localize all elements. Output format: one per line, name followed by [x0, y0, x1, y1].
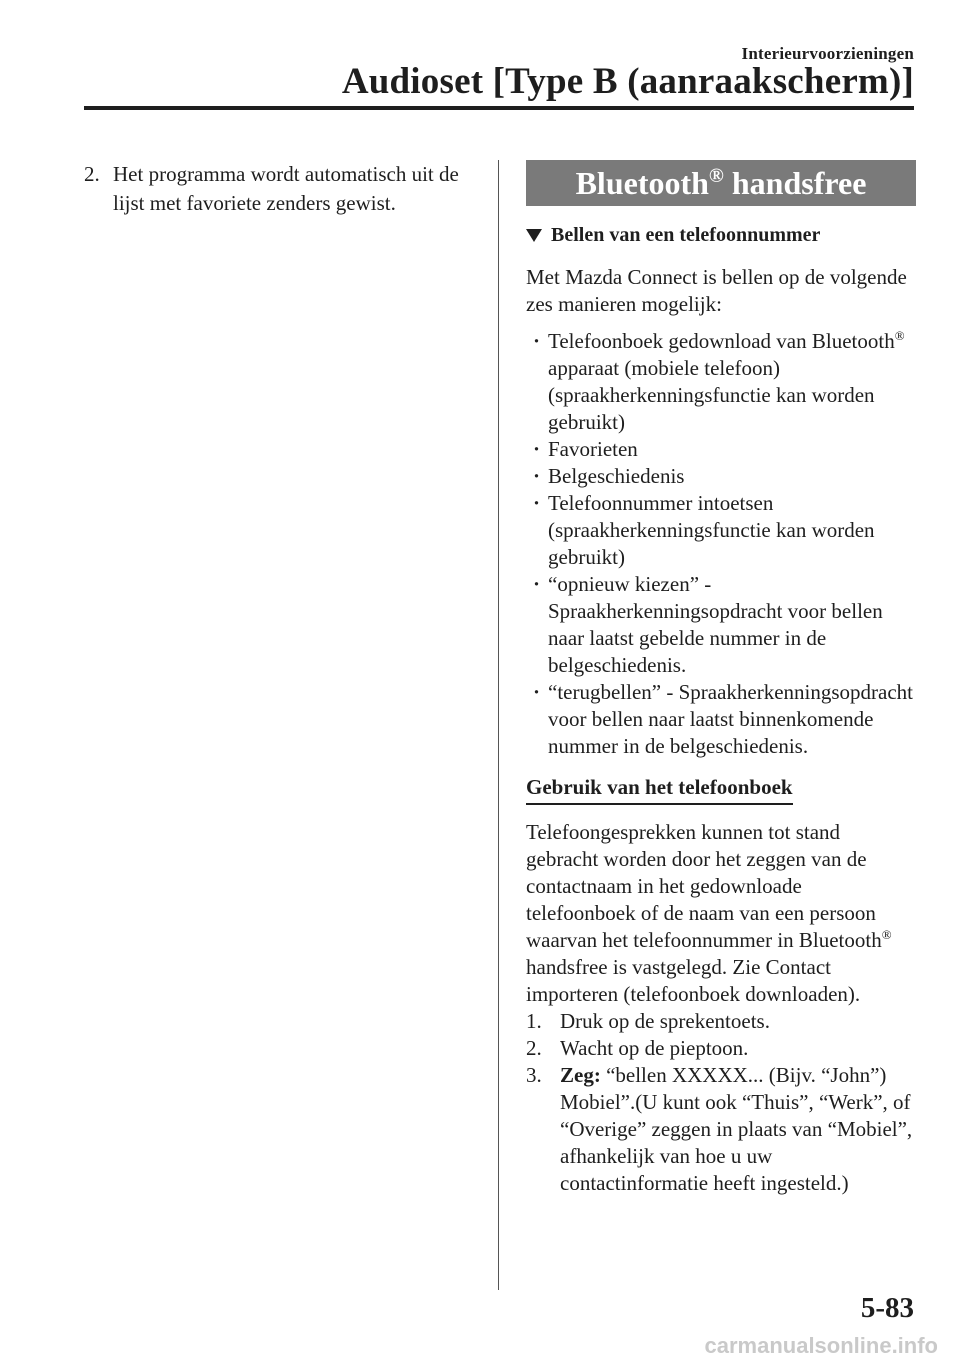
banner-registered-mark: ®: [708, 165, 724, 187]
list-item: [526, 679, 916, 760]
running-header-section: Interieurvoorzieningen: [741, 44, 914, 63]
bullet-dot-icon: ·: [533, 329, 541, 353]
sub-heading-text: Bellen van een telefoonnummer: [551, 224, 821, 246]
right-column: [526, 160, 916, 1197]
step-item: [526, 1035, 916, 1062]
intro-paragraph: Met Mazda Connect is bellen op de volgende zes manieren mogelijk:: [526, 265, 907, 316]
list-item-text: “opnieuw kiezen” - Spraakherkenningsopdracht voor bellen naar laatst gebelde nummer in de belgeschiedenis.: [548, 572, 883, 677]
list-item-text: Telefoonboek gedownload van Bluetooth: [548, 329, 895, 353]
list-item-text: Belgeschiedenis: [548, 464, 685, 488]
left-column: [84, 160, 484, 218]
step-item: [84, 160, 484, 218]
list-item-text: Favorieten: [548, 437, 638, 461]
banner-title: Bluetooth: [575, 165, 709, 201]
page-number: 5-83: [860, 1292, 914, 1324]
header-rule: [84, 106, 914, 110]
step-number: 2.: [84, 162, 100, 186]
step-item: [526, 1062, 916, 1197]
section-banner: [526, 160, 916, 206]
section-body: [526, 819, 916, 1008]
banner-title-rest: handsfree: [723, 165, 867, 201]
bullet-dot-icon: ·: [533, 572, 541, 596]
list-item: [526, 436, 916, 463]
step-number: 2.: [526, 1036, 542, 1060]
steps-list: [526, 1008, 916, 1197]
list-item: [526, 328, 916, 436]
list-item-text: Telefoonnummer intoetsen (spraakherkenningsfunctie kan worden gebruikt): [548, 491, 875, 569]
bullet-dot-icon: ·: [533, 680, 541, 704]
bullet-dot-icon: ·: [533, 437, 541, 461]
column-divider: [498, 160, 499, 1290]
step-item: [526, 1008, 916, 1035]
step-text: Wacht op de pieptoon.: [560, 1036, 749, 1060]
step-text: “bellen XXXXX... (Bijv. “John”) Mobiel”.(U kunt ook “Thuis”, “Werk”, of “Overige” zeggen in plaats van “Mobiel”, afhankelijk van hoe u uw contactinformatie heeft ingesteld.): [560, 1063, 913, 1195]
bullet-dot-icon: ·: [533, 464, 541, 488]
step-text: Het programma wordt automatisch uit de lijst met favoriete zenders gewist.: [113, 162, 459, 215]
section-body-text: Telefoongesprekken kunnen tot stand gebracht worden door het zeggen van de contactnaam in het gedownloade telefoonboek of de naam van een persoon waarvan het telefoonnummer in Bluetooth: [526, 820, 882, 952]
bullet-dot-icon: ·: [533, 491, 541, 515]
registered-mark: ®: [881, 927, 892, 942]
list-item: [526, 571, 916, 679]
registered-mark: ®: [894, 328, 905, 343]
step-text: Druk op de sprekentoets.: [560, 1009, 770, 1033]
step-text-wrap: [560, 1062, 916, 1197]
step-number: 3.: [526, 1063, 542, 1087]
triangle-down-icon: [526, 229, 542, 242]
section-heading: Gebruik van het telefoonboek: [526, 774, 793, 805]
running-header-title: Audioset [Type B (aanraakscherm)]: [341, 61, 914, 102]
list-item: [526, 490, 916, 571]
watermark: carmanualsonline.info: [704, 1333, 938, 1358]
step-number: 1.: [526, 1009, 542, 1033]
method-list: [526, 328, 916, 760]
list-item-text-rest: apparaat (mobiele telefoon) (spraakherkenningsfunctie kan worden gebruikt): [548, 356, 875, 434]
step-bold-lead: Zeg:: [560, 1063, 601, 1087]
list-item: [526, 463, 916, 490]
sub-heading: [526, 222, 916, 249]
list-item-text: “terugbellen” - Spraakherkenningsopdracht voor bellen naar laatst binnenkomende nummer in de belgeschiedenis.: [548, 680, 914, 758]
section-body-text-rest: handsfree is vastgelegd. Zie Contact importeren (telefoonboek downloaden).: [526, 955, 861, 1006]
